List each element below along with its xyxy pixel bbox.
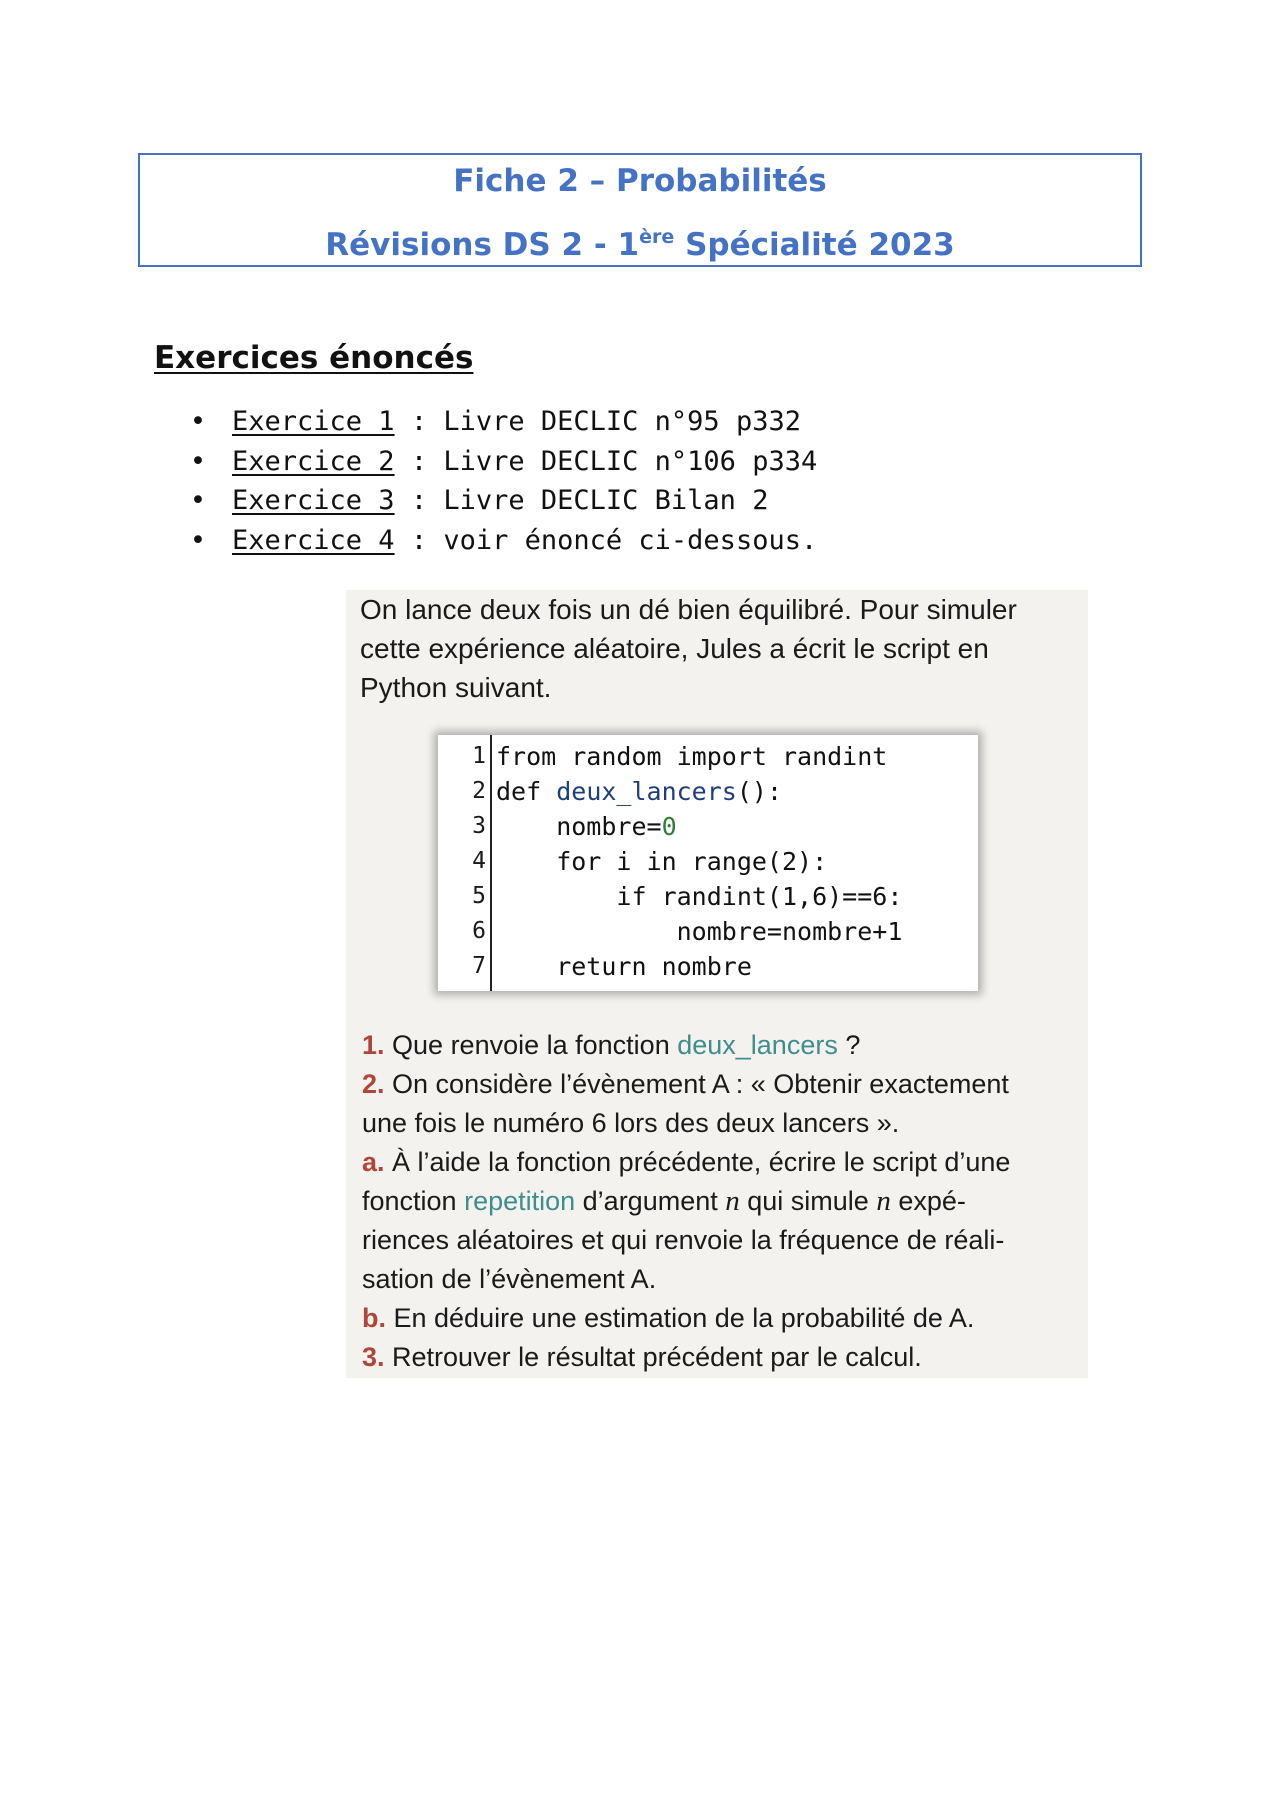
exercise-item bbox=[190, 521, 817, 561]
code-function-name: deux_lancers bbox=[556, 777, 737, 806]
subtitle-prefix: Révisions DS 2 - 1 bbox=[325, 227, 640, 263]
question-text: ? bbox=[837, 1030, 861, 1060]
exercise-item bbox=[190, 402, 817, 442]
scanned-exercise bbox=[346, 590, 1088, 1378]
question-text: À l’aide la fonction précédente, écrire le script d’une bbox=[384, 1147, 1011, 1177]
question-number: 2. bbox=[362, 1069, 385, 1099]
math-variable: n bbox=[725, 1185, 740, 1217]
code-line: if randint(1,6)==6: bbox=[496, 882, 903, 911]
exercise-sep: : bbox=[394, 445, 444, 477]
question-text: expé- bbox=[890, 1186, 966, 1216]
question-text: En déduire une estimation de la probabilité de A. bbox=[386, 1303, 975, 1333]
exercise-desc: Livre DECLIC n°106 p334 bbox=[443, 445, 818, 477]
question-text: Retrouver le résultat précédent par le calcul. bbox=[384, 1342, 922, 1372]
question-text: On considère l’évènement A : « Obtenir exactement bbox=[384, 1069, 1009, 1099]
line-number: 7 bbox=[472, 953, 486, 979]
code-line: nombre=nombre+1 bbox=[496, 917, 903, 946]
question-2b bbox=[362, 1299, 1076, 1338]
exercise-list bbox=[190, 402, 817, 560]
function-name: repetition bbox=[464, 1186, 576, 1216]
title-box bbox=[138, 153, 1142, 267]
code-line: for i in range(2): bbox=[496, 847, 828, 876]
exercise-item bbox=[190, 442, 817, 482]
question-2a-cont: riences aléatoires et qui renvoie la fréquence de réali- bbox=[362, 1225, 1005, 1255]
page-title: Fiche 2 – Probabilités bbox=[453, 163, 827, 199]
question-text: d’argument bbox=[575, 1186, 726, 1216]
bullet-icon: • bbox=[190, 524, 206, 556]
exercise-link[interactable]: Exercice 3 bbox=[232, 485, 395, 516]
code-keyword: def bbox=[496, 777, 557, 806]
exercise-desc: Livre DECLIC n°95 p332 bbox=[443, 406, 801, 437]
exercise-item bbox=[190, 481, 817, 521]
code-number: 0 bbox=[661, 812, 677, 841]
subtitle-suffix: Spécialité 2023 bbox=[674, 227, 955, 263]
exercise-sep: : bbox=[394, 485, 444, 516]
bullet-icon: • bbox=[190, 445, 206, 477]
question-text: qui simule bbox=[739, 1186, 877, 1216]
bullet-icon: • bbox=[190, 485, 206, 516]
subtitle-superscript: ère bbox=[639, 226, 675, 248]
code-line: return nombre bbox=[496, 952, 752, 981]
question-text: Que renvoie la fonction bbox=[384, 1030, 678, 1060]
exercise-desc: voir énoncé ci-dessous. bbox=[443, 524, 818, 556]
code-line bbox=[496, 774, 902, 809]
code-block bbox=[438, 735, 978, 991]
math-variable: n bbox=[876, 1185, 891, 1217]
section-title: Exercices énoncés bbox=[154, 340, 474, 376]
exercise-sep: : bbox=[394, 524, 444, 556]
exercise-desc: Livre DECLIC Bilan 2 bbox=[443, 485, 769, 516]
bullet-icon: • bbox=[190, 406, 206, 437]
code-token: (): bbox=[736, 777, 782, 806]
question-text: fonction bbox=[362, 1186, 465, 1216]
line-number: 6 bbox=[472, 918, 486, 944]
question-2a bbox=[362, 1143, 1076, 1182]
question-2-cont: une fois le numéro 6 lors des deux lancers ». bbox=[362, 1108, 900, 1138]
question-3 bbox=[362, 1338, 1076, 1377]
exercise-link[interactable]: Exercice 4 bbox=[232, 524, 395, 556]
exercise-link[interactable]: Exercice 1 bbox=[232, 406, 395, 437]
line-numbers bbox=[438, 735, 492, 991]
function-name: deux_lancers bbox=[677, 1030, 838, 1060]
question-2a-cont bbox=[362, 1182, 1076, 1221]
question-number: 3. bbox=[362, 1342, 385, 1372]
code-lines bbox=[496, 739, 902, 984]
page-subtitle bbox=[140, 226, 1140, 263]
code-line: from random import randint bbox=[496, 742, 888, 771]
exercise-intro: On lance deux fois un dé bien équilibré. Pour simuler cette expérience aléatoire, Jules a écrit le script en Python suivant. bbox=[360, 594, 1017, 703]
question-number: a. bbox=[362, 1147, 385, 1177]
question-number: 1. bbox=[362, 1030, 385, 1060]
exercise-sep: : bbox=[394, 406, 444, 437]
code-token: nombre= bbox=[496, 812, 662, 841]
line-number: 1 bbox=[472, 743, 486, 769]
question-1 bbox=[362, 1026, 1076, 1065]
question-number: b. bbox=[362, 1303, 386, 1333]
exercise-link[interactable]: Exercice 2 bbox=[232, 445, 395, 477]
code-line bbox=[496, 809, 902, 844]
line-number: 2 bbox=[472, 778, 486, 804]
line-number: 5 bbox=[472, 883, 486, 909]
question-2a-cont: sation de l’évènement A. bbox=[362, 1264, 657, 1294]
line-number: 4 bbox=[472, 848, 486, 874]
questions bbox=[362, 1026, 1076, 1377]
question-2 bbox=[362, 1065, 1076, 1104]
line-number: 3 bbox=[472, 813, 486, 839]
